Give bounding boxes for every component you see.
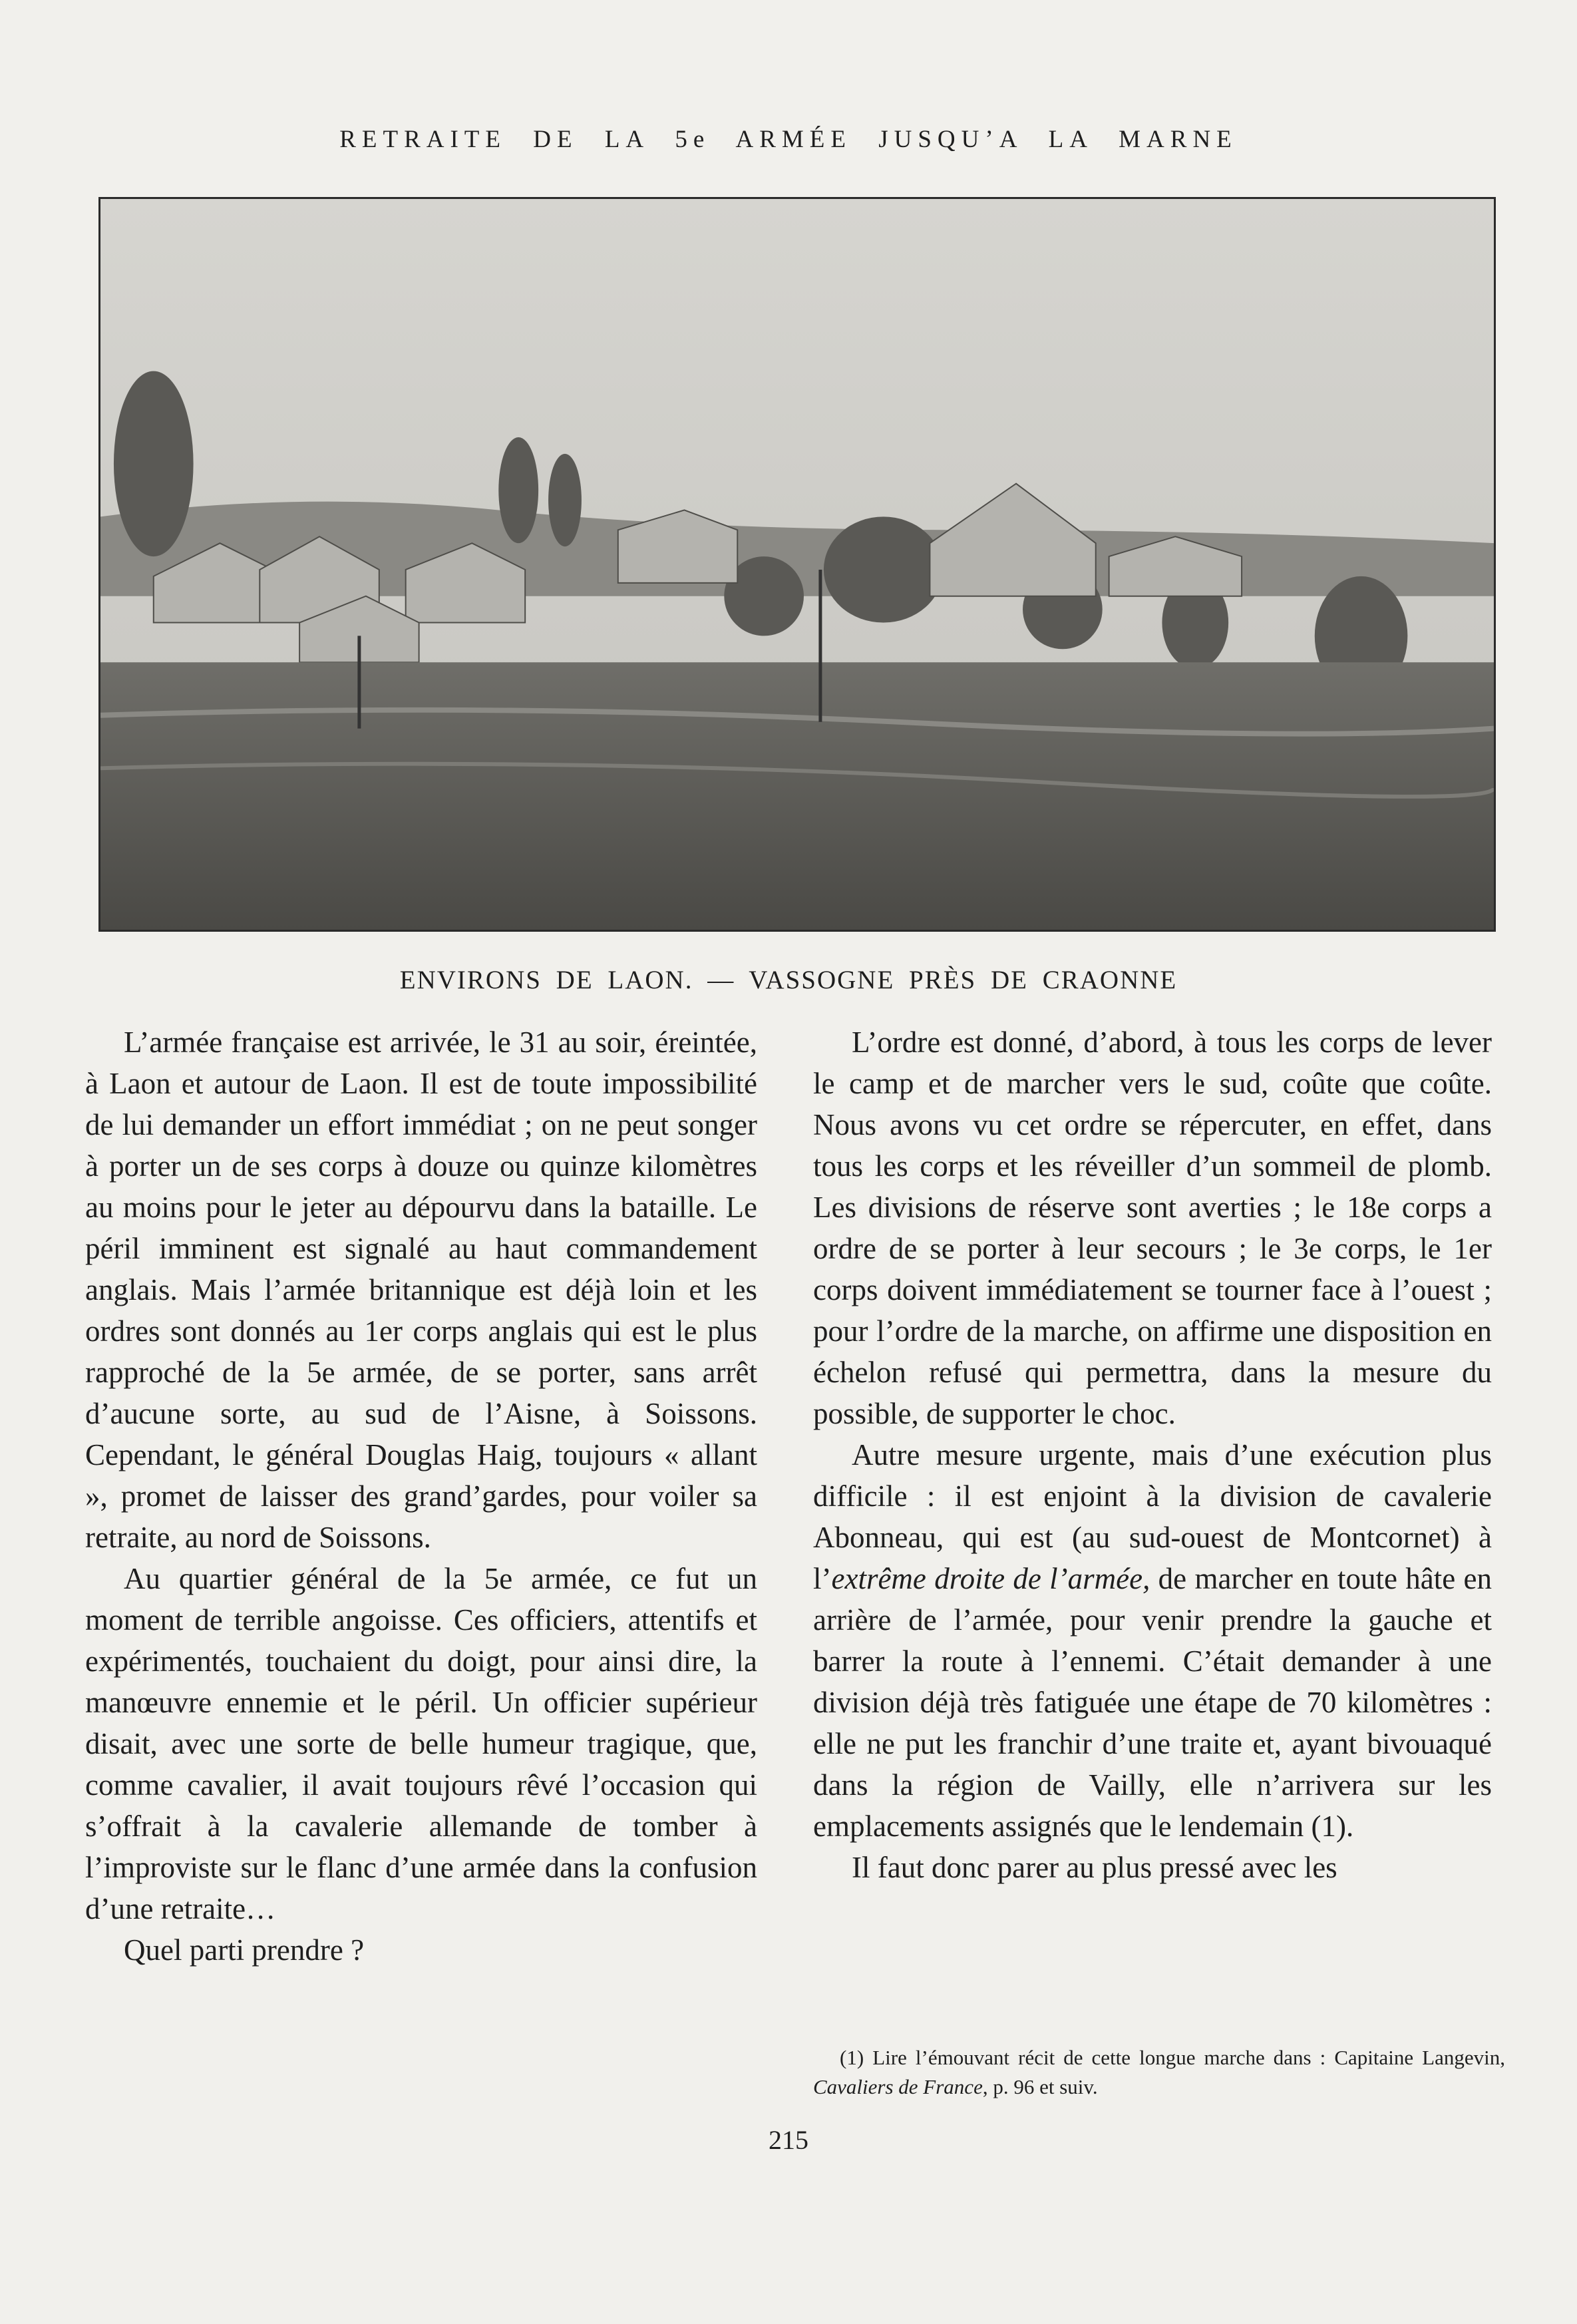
- right-text-column: [813, 1022, 1492, 1888]
- page-number: 215: [769, 2125, 808, 2155]
- emphasis: extrême droite de l’armée,: [831, 1562, 1150, 1595]
- paragraph: [813, 1434, 1492, 1847]
- paragraph: Quel parti prendre ?: [124, 1933, 365, 1967]
- footnote-text: , p. 96 et suiv.: [982, 2075, 1098, 2098]
- paragraph: L’armée française est arrivée, le 31 au soir, éreintée, à Laon et autour de Laon. Il est de toute impossibilité de lui demander un effort immédiat ; on ne peut songer à porter un de ses corps à douze ou quinze kilomètres au moins pour le jeter au dépourvu dans la bataille. Le péril imminent est signalé au haut commandement anglais. Mais l’armée britannique est déjà loin et les ordres sont donnés au 1er corps anglais qui est le plus rapproché de la 5e armée, de se porter, sans arrêt d’aucune sorte, au sud de l’Aisne, à Soissons. Cependant, le général Douglas Haig, toujours « allant », promet de laisser des grand’gardes, pour voiler sa retraite, au nord de Soissons.: [85, 1026, 757, 1554]
- paragraph-text: de marcher en toute hâte en arrière de l’armée, pour venir prendre la gauche et barrer la route à l’ennemi. C’était demander à une division déjà très fatiguée une étape de 70 kilomètres : elle ne put les franchir d’une traite et, ayant bivouaqué dans la région de Vailly, elle n’arrivera sur les emplacements assignés que le lendemain (1).: [813, 1562, 1492, 1843]
- paragraph-text: Autre mesure urgente, mais d’une exécution plus difficile : il est enjoint à la division de cavalerie Abonneau, qui est (au sud-ouest de Montcornet) à l’: [813, 1438, 1492, 1595]
- village-photo-illustration: [100, 199, 1494, 930]
- paragraph: Au quartier général de la 5e armée, ce fut un moment de terrible angoisse. Ces officiers, attentifs et expérimentés, touchaient du doigt, pour ainsi dire, la manœuvre ennemie et le péril. Un officier supérieur disait, avec une sorte de belle humeur tragique, que, comme cavalier, il avait toujours rêvé l’occasion qui s’offrait à la cavalerie allemande de tomber à l’improviste sur le flanc d’une armée dans la confusion d’une retraite…: [85, 1562, 757, 1925]
- left-text-column: [85, 1022, 757, 1971]
- footnote: [813, 2043, 1505, 2102]
- paragraph: Il faut donc parer au plus pressé avec les: [852, 1851, 1337, 1884]
- footnote-text: (1) Lire l’émouvant récit de cette longue marche dans : Capitaine Langevin,: [840, 2046, 1505, 2069]
- figure-caption: ENVIRONS DE LAON. — VASSOGNE PRÈS DE CRAONNE: [399, 966, 1178, 994]
- paragraph: L’ordre est donné, d’abord, à tous les corps de lever le camp et de marcher vers le sud, coûte que coûte. Nous avons vu cet ordre se répercuter, en effet, dans tous les corps et les réveiller d’un sommeil de plomb. Les divisions de réserve sont averties ; le 18e corps a ordre de se porter à leur secours ; le 3e corps, le 1er corps doivent immédiatement se tourner face à l’ouest ; pour l’ordre de la marche, on affirme une disposition en échelon refusé qui permettra, dans la mesure du possible, de supporter le choc.: [813, 1026, 1492, 1430]
- footnote-title: Cavaliers de France: [813, 2075, 983, 2098]
- landscape-photograph: [98, 197, 1496, 932]
- running-title: RETRAITE DE LA 5e ARMÉE JUSQU’A LA MARNE: [339, 126, 1238, 153]
